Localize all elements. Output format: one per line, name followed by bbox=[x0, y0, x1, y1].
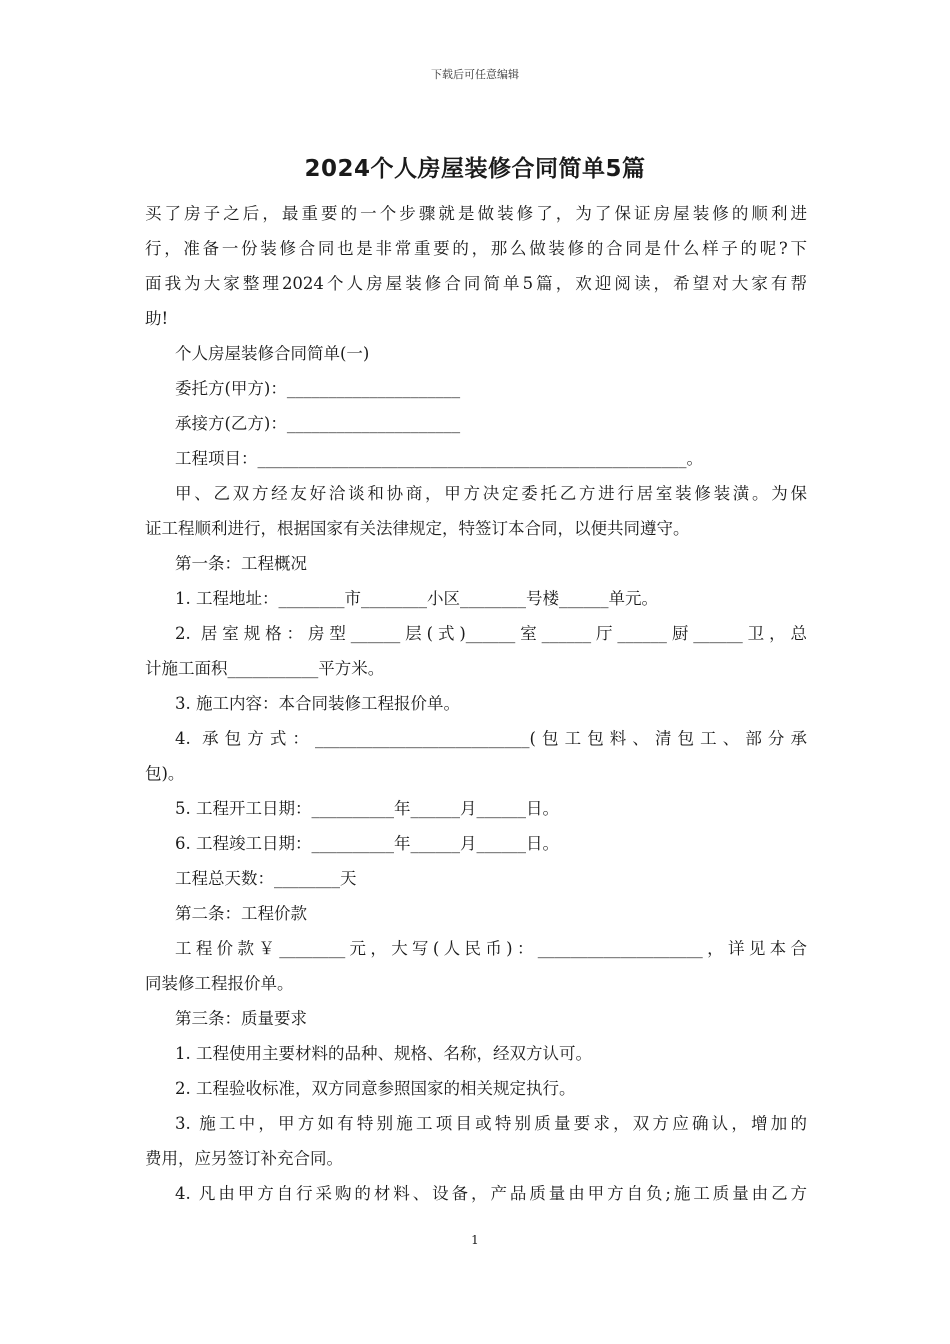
page-number: 1 bbox=[471, 1233, 479, 1247]
body-line: 买了房子之后，最重要的一个步骤就是做装修了，为了保证房屋装修的顺利进 bbox=[145, 204, 807, 223]
body-line: 4. 承包方式：__________________________(包工包料、清包工、部分承 bbox=[175, 729, 807, 748]
body-line: 费用，应另签订补充合同。 bbox=[145, 1149, 343, 1168]
body-line: 3. 施工中，甲方如有特别施工项目或特别质量要求，双方应确认，增加的 bbox=[175, 1114, 807, 1133]
body-line: 第三条：质量要求 bbox=[175, 1009, 307, 1028]
body-line: 工程价款￥________元，大写(人民币)：____________________，详见本合 bbox=[175, 939, 807, 958]
body-line: 助! bbox=[145, 309, 169, 328]
document-title: 2024个人房屋装修合同简单5篇 bbox=[304, 156, 646, 182]
body-line: 工程总天数：________天 bbox=[175, 869, 357, 888]
body-line: 委托方(甲方)：_____________________ bbox=[175, 379, 461, 398]
body-line: 1. 工程地址：________市________小区________号楼______单元。 bbox=[175, 589, 658, 608]
body-line: 第一条：工程概况 bbox=[175, 554, 307, 573]
body-line: 6. 工程竣工日期：__________年______月______日。 bbox=[175, 834, 559, 853]
body-line: 4. 凡由甲方自行采购的材料、设备，产品质量由甲方自负;施工质量由乙方 bbox=[175, 1184, 807, 1203]
body-line: 2. 居室规格：房型______层(式)______室______厅______厨______卫，总 bbox=[175, 624, 807, 643]
body-line: 行，准备一份装修合同也是非常重要的，那么做装修的合同是什么样子的呢?下 bbox=[145, 239, 807, 258]
body-line: 5. 工程开工日期：__________年______月______日。 bbox=[175, 799, 559, 818]
body-line: 证工程顺利进行，根据国家有关法律规定，特签订本合同，以便共同遵守。 bbox=[145, 519, 690, 538]
body-line: 3. 施工内容：本合同装修工程报价单。 bbox=[175, 694, 460, 713]
body-line: 计施工面积___________平方米。 bbox=[145, 659, 385, 678]
body-line: 同装修工程报价单。 bbox=[145, 974, 294, 993]
body-line: 工程项目：____________________________________________________。 bbox=[175, 449, 703, 468]
body-line: 1. 工程使用主要材料的品种、规格、名称，经双方认可。 bbox=[175, 1044, 592, 1063]
body-line: 承接方(乙方)：_____________________ bbox=[175, 414, 461, 433]
body-line: 面我为大家整理2024个人房屋装修合同简单5篇，欢迎阅读，希望对大家有帮 bbox=[145, 274, 807, 293]
body-line: 2. 工程验收标准，双方同意参照国家的相关规定执行。 bbox=[175, 1079, 576, 1098]
header-note: 下载后可任意编辑 bbox=[431, 68, 519, 81]
body-line: 甲、乙双方经友好洽谈和协商，甲方决定委托乙方进行居室装修装潢。为保 bbox=[175, 484, 807, 503]
document-body bbox=[145, 196, 807, 1211]
body-line: 第二条：工程价款 bbox=[175, 904, 307, 923]
body-line: 包)。 bbox=[145, 764, 185, 783]
body-line: 个人房屋装修合同简单(一) bbox=[175, 344, 370, 363]
